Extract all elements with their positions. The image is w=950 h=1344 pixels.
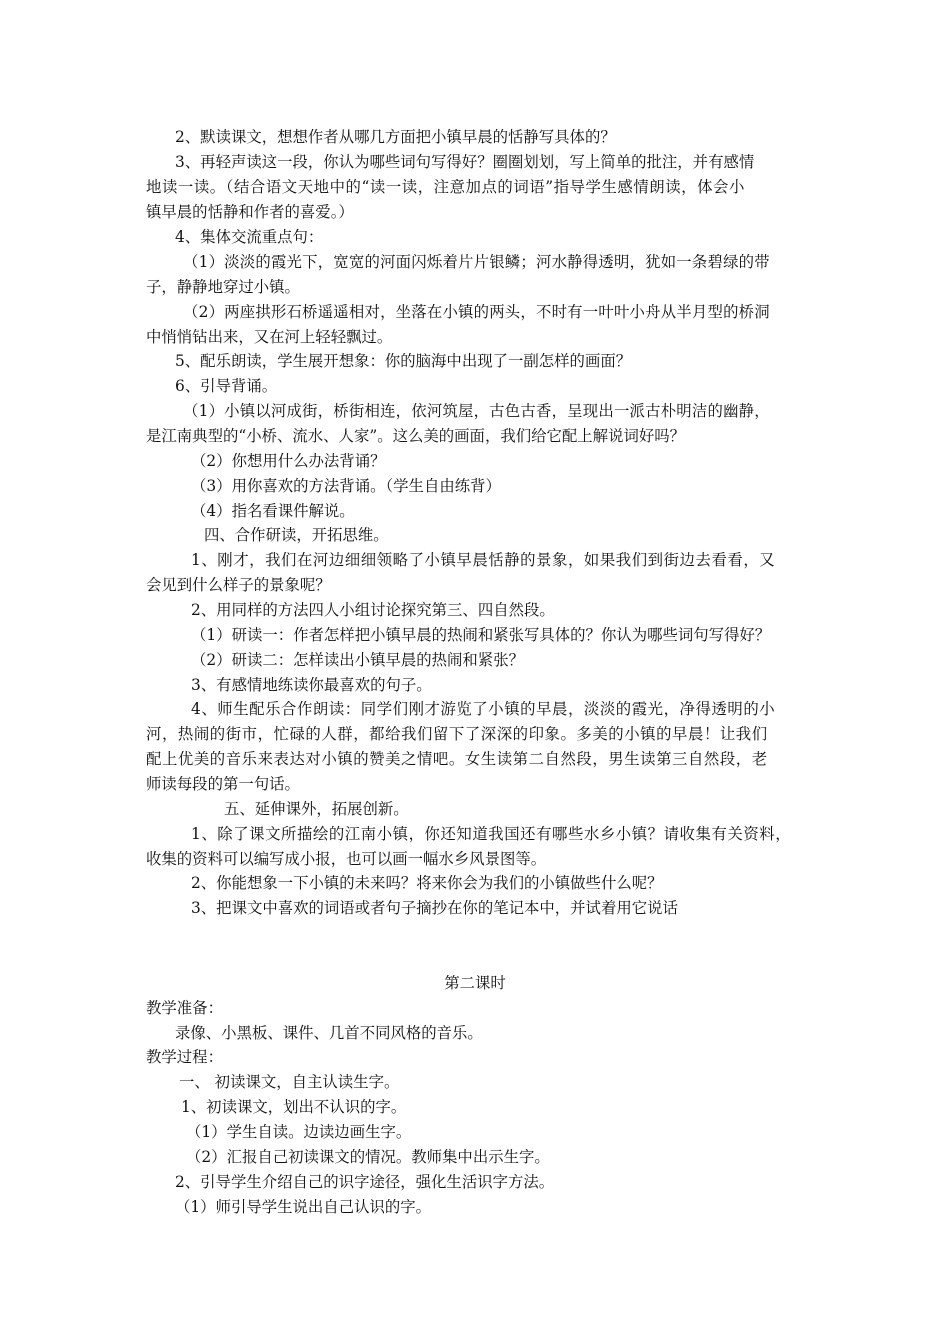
text-line: （2）两座拱形石桥遥遥相对，坐落在小镇的两头，不时有一叶叶小舟从半月型的桥洞 [183, 303, 770, 321]
text-line: 河，热闹的街市，忙碌的人群，都给我们留下了深深的印象。多美的小镇的早晨！让我们 [146, 725, 768, 743]
text-line: 2、默读课文，想想作者从哪几方面把小镇早晨的恬静写具体的？ [175, 128, 616, 146]
text-line: 5、配乐朗读，学生展开想象：你的脑海中出现了一副怎样的画面？ [175, 352, 632, 370]
text-line: 地读一读。（结合语文天地中的“读一读，注意加点的词语”指导学生感情朗读，体会小 [146, 178, 745, 196]
text-line: 2、你能想象一下小镇的未来吗？将来你会为我们的小镇做些什么呢？ [191, 874, 663, 892]
text-line: 子，静静地穿过小镇。 [146, 278, 300, 296]
text-line: 3、把课文中喜欢的词语或者句子摘抄在你的笔记本中，并试着用它说话 [191, 899, 678, 917]
text-line: （1）师引导学生说出自己认识的字。 [175, 1198, 432, 1216]
text-line: （4）指名看课件解说。 [191, 502, 355, 520]
text-line: 收集的资料可以编写成小报，也可以画一幅水乡风景图等。 [146, 850, 547, 868]
text-line: 师读每段的第一句话。 [146, 775, 300, 793]
text-line: 6、引导背诵。 [175, 377, 278, 395]
text-line: （3）用你喜欢的方法背诵。（学生自由练背） [191, 477, 501, 495]
text-line: （1）小镇以河成街，桥街相连，依河筑屋，古色古香，呈现出一派古朴明洁的幽静， [183, 402, 770, 420]
text-line: 配上优美的音乐来表达对小镇的赞美之情吧。女生读第二自然段，男生读第三自然段，老 [146, 750, 768, 768]
text-line: 1、初读课文，划出不认识的字。 [181, 1098, 407, 1116]
text-line: （1）淡淡的霞光下，宽宽的河面闪烁着片片银鳞；河水静得透明，犹如一条碧绿的带 [183, 253, 770, 271]
text-line: 4、师生配乐合作朗读：同学们刚才游览了小镇的早晨，淡淡的霞光，净得透明的小 [191, 700, 776, 718]
text-line: 2、引导学生介绍自己的识字途径，强化生活识字方法。 [175, 1173, 555, 1191]
text-line: 中悄悄钻出来，又在河上轻轻飘过。 [146, 328, 393, 346]
text-line: 3、再轻声读这一段，你认为哪些词句写得好？圈圈划划，写上简单的批注，并有感情 [175, 153, 755, 171]
text-line: （1）学生自读。边读边画生字。 [186, 1123, 412, 1141]
text-line: 1、刚才，我们在河边细细领略了小镇早晨恬静的景象，如果我们到街边去看看，又 [191, 551, 776, 569]
text-line: （2）你想用什么办法背诵？ [191, 452, 386, 470]
text-line: 3、有感情地练读你最喜欢的句子。 [191, 676, 432, 694]
text-line: （1）研读一：作者怎样把小镇早晨的热闹和紧张写具体的？你认为哪些词句写得好？ [191, 626, 771, 644]
text-line: 4、集体交流重点句： [175, 228, 324, 246]
text-line: 2、用同样的方法四人小组讨论探究第三、四自然段。 [191, 601, 555, 619]
section-label: 教学过程： [146, 1048, 223, 1066]
section-heading: 一、 初读课文，自主认读生字。 [179, 1073, 400, 1091]
section-label: 教学准备： [146, 999, 223, 1017]
lesson-title: 第二课时 [444, 974, 506, 992]
text-line: 录像、小黑板、课件、几首不同风格的音乐。 [175, 1024, 483, 1042]
text-line: 1、除了课文所描绘的江南小镇，你还知道我国还有哪些水乡小镇？请收集有关资料， [191, 825, 792, 843]
section-heading: 五、延伸课外，拓展创新。 [224, 800, 409, 818]
text-line: 镇早晨的恬静和作者的喜爱。） [146, 203, 354, 221]
section-heading: 四、合作研读，开拓思维。 [204, 526, 389, 544]
text-line: 会见到什么样子的景象呢？ [146, 576, 331, 594]
text-line: （2）研读二：怎样读出小镇早晨的热闹和紧张？ [191, 651, 524, 669]
text-line: （2）汇报自己初读课文的情况。教师集中出示生字。 [186, 1148, 550, 1166]
text-line: 是江南典型的“小桥、流水、人家”。这么美的画面，我们给它配上解说词好吗？ [146, 427, 686, 445]
